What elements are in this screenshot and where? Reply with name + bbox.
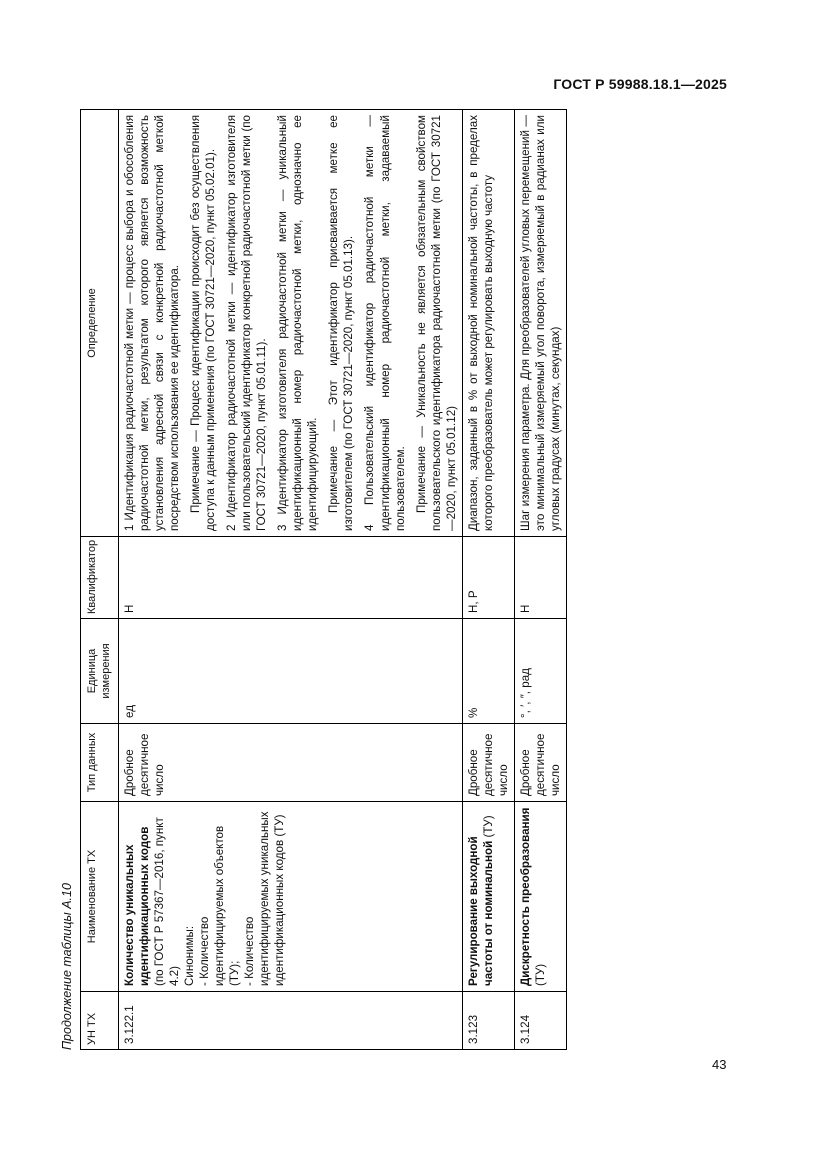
type-cell: Дробное десятичное число bbox=[118, 724, 462, 802]
unit-cell: °, ′, ″, рад bbox=[515, 619, 567, 724]
name-note: - Количество идентифицируемых объектов (ТУ); bbox=[197, 825, 242, 986]
characteristic-name: Регулирование выходной частоты от номинальной bbox=[466, 836, 495, 986]
name-note: Синонимы: bbox=[182, 925, 196, 986]
column-header: Тип данных bbox=[81, 724, 119, 802]
definition-cell bbox=[118, 110, 462, 537]
type-cell: Дробное десятичное число bbox=[515, 724, 567, 802]
name-note: - Количество идентифицируемых уникальных идентификационных кодов (ТУ) bbox=[243, 811, 287, 986]
characteristic-name: Количество уникальных идентификационных кодов bbox=[122, 826, 151, 986]
definition-paragraph: Диапазон, заданный в % от выходной номинальной частоты, в пределах которого преобразователь может регулировать выходную частоту bbox=[466, 115, 495, 531]
qualifier-cell: Н bbox=[515, 537, 567, 619]
definition-note: Примечание — Этот идентификатор присваивается метке ее изготовителем (по ГОСТ 30721—2020, пункт 05.01.13). bbox=[327, 115, 356, 531]
rotated-table-block bbox=[60, 110, 730, 1050]
table-row bbox=[515, 110, 567, 1050]
unit-cell: % bbox=[462, 619, 514, 724]
column-header: Наименование ТХ bbox=[81, 802, 119, 992]
definition-cell bbox=[515, 110, 567, 537]
column-header: Определение bbox=[81, 110, 119, 537]
name-cell bbox=[515, 802, 567, 992]
qualifier-cell: Н, Р bbox=[462, 537, 514, 619]
characteristics-table bbox=[80, 109, 567, 1050]
name-cell bbox=[462, 802, 514, 992]
document-code: ГОСТ Р 59988.18.1—2025 bbox=[553, 76, 727, 92]
type-cell: Дробное десятичное число bbox=[462, 724, 514, 802]
definition-note: Примечание — Процесс идентификации происходит без осуществления доступа к данным применения (по ГОСТ 30721—2020, пункт 05.02.01). bbox=[188, 115, 217, 531]
continuation-title: Продолжение таблицы А.10 bbox=[60, 883, 74, 1050]
un-cell: 3.123 bbox=[462, 992, 514, 1050]
un-cell: 3.124 bbox=[515, 992, 567, 1050]
definition-paragraph: 2 Идентификатор радиочастотной метки — идентификатор изготовителя или пользовательский идентификатор конкретной радиочастотной метки (по ГОСТ 30721—2020, пункт 05.01.11). bbox=[224, 115, 269, 531]
table-row bbox=[462, 110, 514, 1050]
page-number: 43 bbox=[712, 1057, 727, 1072]
column-header: Квалификатор bbox=[81, 537, 119, 619]
definition-paragraph: Шаг измерения параметра. Для преобразователей угловых перемещений — это минимальный измеряемый угол поворота, измеряемый в радианах или угловых градусах (минутах, секундах) bbox=[519, 115, 563, 531]
unit-cell: ед bbox=[118, 619, 462, 724]
definition-note: Примечание — Уникальность не является обязательным свойством пользовательского идентификатора радиочастотной метки (по ГОСТ 30721—2020, пункт 05.01.12) bbox=[414, 115, 458, 531]
name-cell bbox=[118, 802, 462, 992]
definition-cell bbox=[462, 110, 514, 537]
name-note: (по ГОСТ Р 57367—2016, пункт 4.2) bbox=[152, 817, 181, 986]
un-cell: 3.122.1 bbox=[118, 992, 462, 1050]
column-header: Единица измерения bbox=[81, 619, 119, 724]
table-header-row bbox=[81, 110, 119, 1050]
qualifier-cell: Н bbox=[118, 537, 462, 619]
table-row bbox=[118, 110, 462, 1050]
column-header: УН ТХ bbox=[81, 992, 119, 1050]
name-suffix: (ТУ) bbox=[481, 815, 495, 841]
definition-paragraph: 4 Пользовательский идентификатор радиочастотной метки — идентификационный номер радиочастотной метки, задаваемый пользователем. bbox=[363, 115, 407, 531]
definition-paragraph: 3 Идентификатор изготовителя радиочастотной метки — уникальный идентификационный номер радиочастотной метки, однозначно ее идентифицирующий. bbox=[276, 115, 320, 531]
characteristic-name: Дискретность преобразования bbox=[519, 807, 533, 986]
name-suffix: (ТУ) bbox=[534, 963, 548, 986]
definition-paragraph: 1 Идентификация радиочастотной метки — процесс выбора и обособления радиочастотной метки, результатом которого является возможность установления адресной связи с конкретной радиочастотной меткой посредством использования ее идентификатора. bbox=[122, 115, 181, 531]
